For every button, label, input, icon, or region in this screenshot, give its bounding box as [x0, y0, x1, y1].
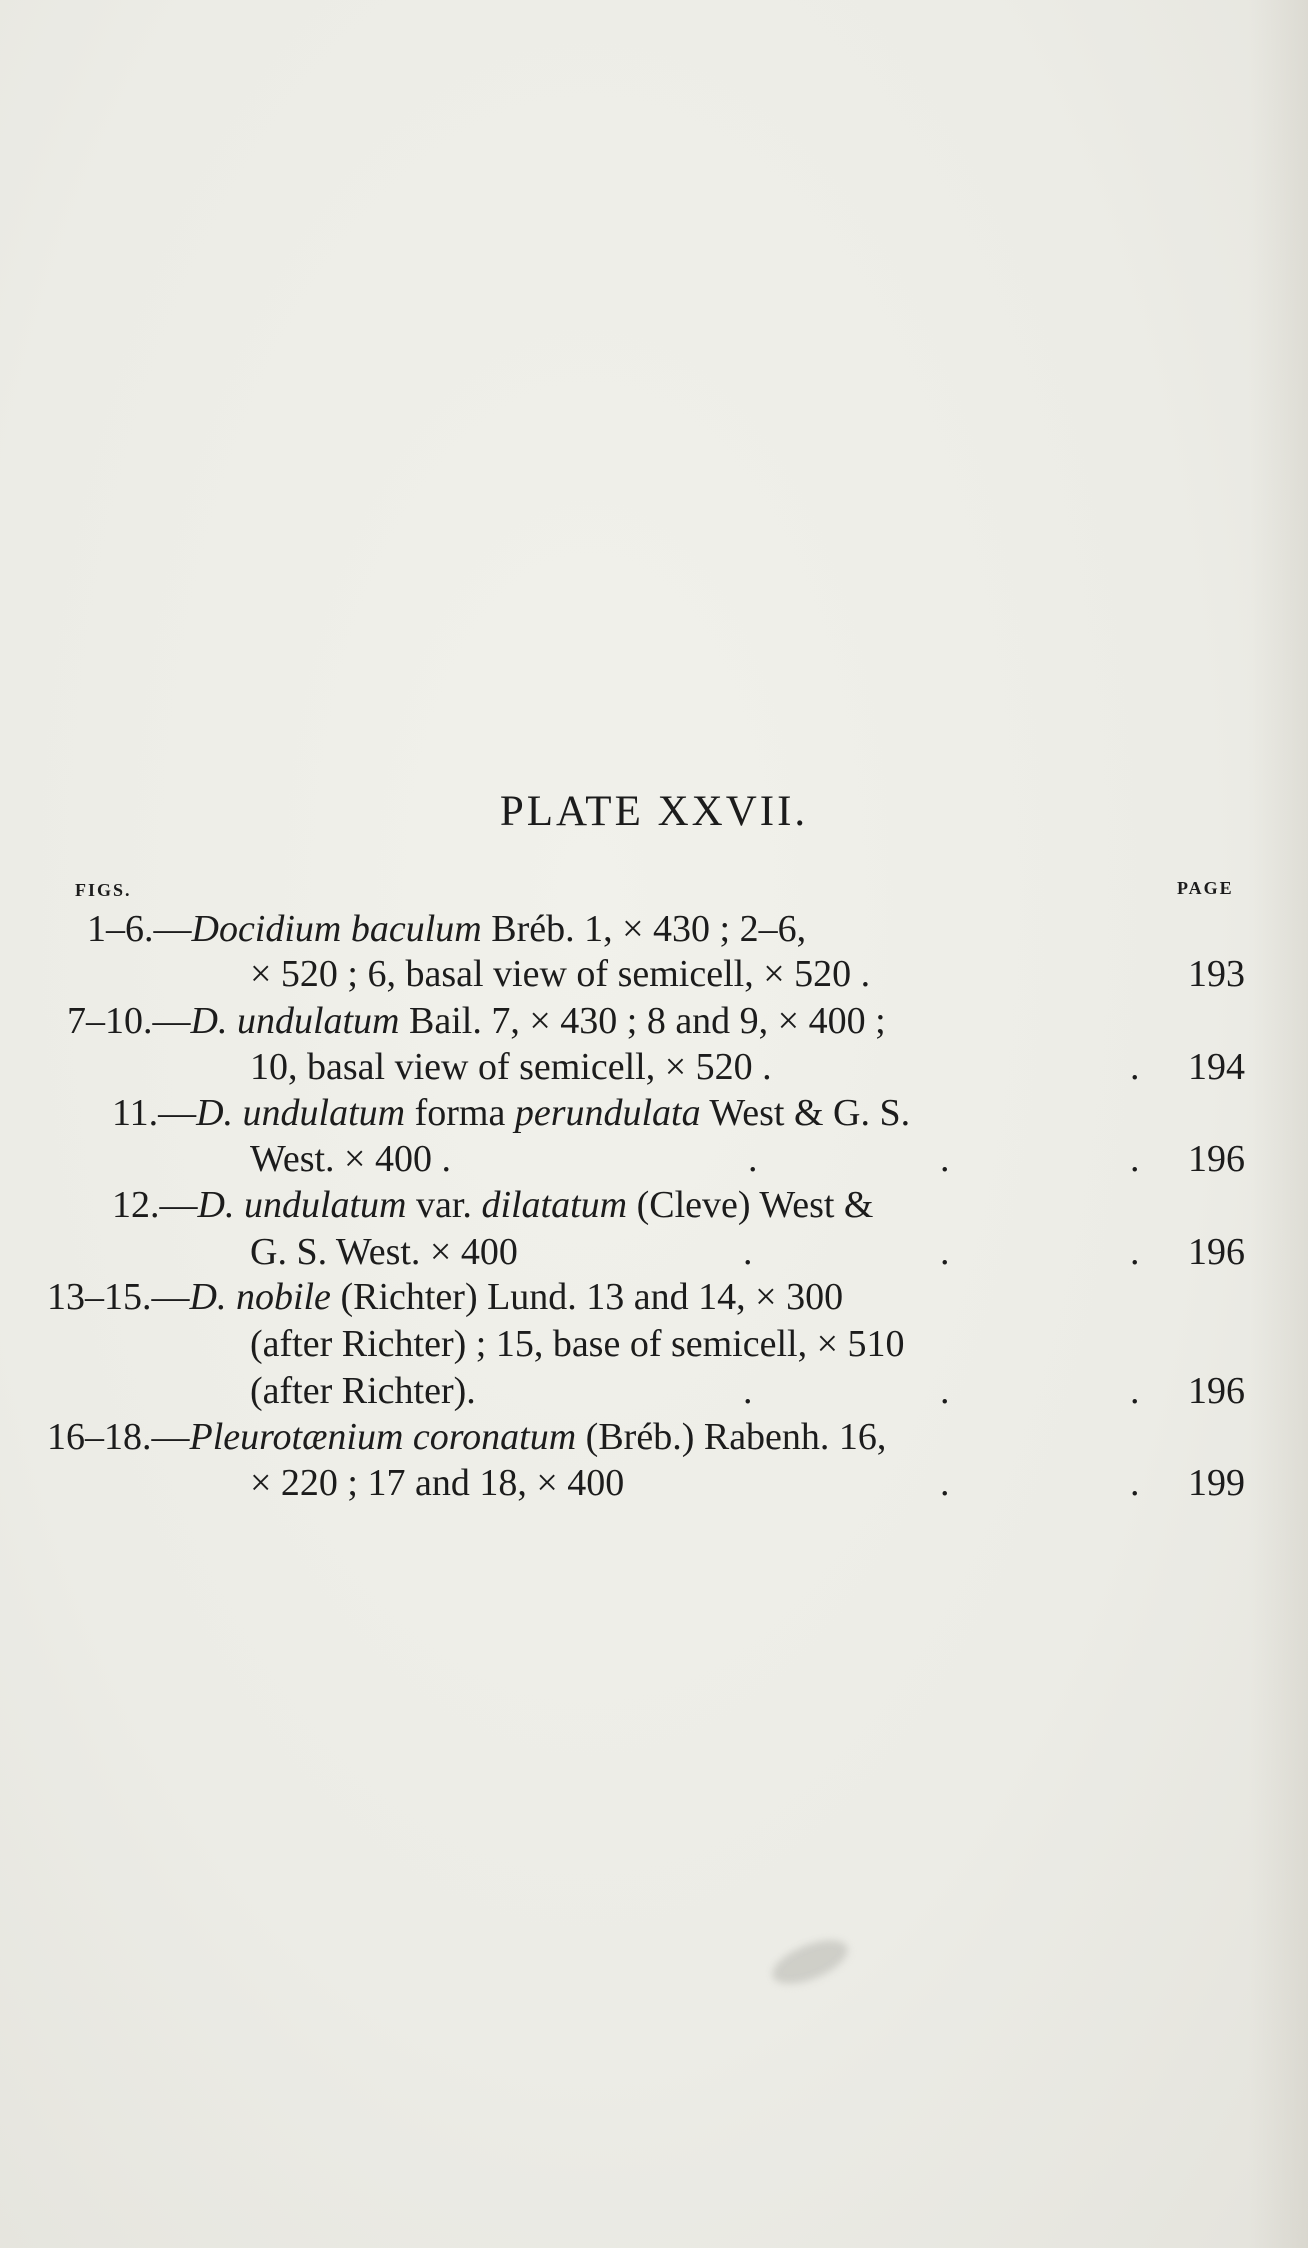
entry-3-text: forma — [405, 1092, 515, 1134]
figs-column-header: FIGS. — [75, 880, 132, 900]
entry-6-line-2: × 220 ; 17 and 18, × 400 — [250, 1462, 625, 1504]
entry-5-leader-dot-3: . — [1130, 1370, 1140, 1412]
plate-title: PLATE XXVII. — [499, 788, 809, 835]
entry-1-line-2: × 520 ; 6, basal view of semicell, × 520 . — [250, 953, 871, 995]
entry-2-species: D. undulatum — [190, 1000, 400, 1042]
entry-5-leader-dot-1: . — [743, 1370, 753, 1412]
entry-4-line-2: G. S. West. × 400 — [250, 1231, 518, 1273]
entry-1-line-1 — [87, 910, 806, 948]
entry-3-page: 196 — [1188, 1138, 1245, 1180]
entry-5-line-3: (after Richter). — [250, 1370, 476, 1412]
entry-2-leader-dot: . — [1130, 1046, 1140, 1088]
entry-3-authors: West & G. S. — [700, 1092, 911, 1134]
entry-1-figs: 1–6.— — [87, 908, 192, 950]
entry-4-leader-dot-2: . — [940, 1231, 950, 1273]
entry-3-figs: 11.— — [112, 1092, 197, 1134]
entry-6-figs: 16–18.— — [47, 1416, 190, 1458]
page-column-header: PAGE — [1177, 878, 1234, 898]
entry-4-text: var. — [406, 1184, 482, 1226]
entry-4-leader-dot-3: . — [1130, 1231, 1140, 1273]
entry-2-text: Bail. 7, × 430 ; 8 and 9, × 400 ; — [399, 1000, 886, 1042]
entry-3-species: D. undulatum — [196, 1092, 406, 1134]
entry-5-species: D. nobile — [189, 1276, 331, 1318]
page-edge-shadow — [1248, 0, 1308, 2248]
entry-3-line-1 — [112, 1094, 910, 1132]
entry-4-figs: 12.— — [112, 1184, 198, 1226]
entry-1-species: Docidium baculum — [191, 908, 482, 950]
entry-3-forma: perundulata — [514, 1092, 701, 1134]
entry-6-line-1 — [47, 1418, 886, 1456]
entry-6-leader-dot-2: . — [1130, 1462, 1140, 1504]
entry-4-variety: dilatatum — [481, 1184, 628, 1226]
entry-5-line-1 — [47, 1278, 843, 1316]
entry-4-line-1 — [112, 1186, 873, 1224]
entry-6-page: 199 — [1188, 1462, 1245, 1504]
entry-4-page: 196 — [1188, 1231, 1245, 1273]
entry-3-leader-dot-3: . — [1130, 1138, 1140, 1180]
entry-5-page: 196 — [1188, 1370, 1245, 1412]
entry-5-text: (Richter) Lund. 13 and 14, × 300 — [330, 1276, 844, 1318]
entry-5-leader-dot-2: . — [940, 1370, 950, 1412]
entry-6-species: Pleurotænium coronatum — [189, 1416, 577, 1458]
entry-1-page: 193 — [1188, 953, 1245, 995]
entry-3-leader-dot-2: . — [940, 1138, 950, 1180]
entry-2-figs: 7–10.— — [67, 1000, 191, 1042]
entry-2-line-2: 10, basal view of semicell, × 520 . — [250, 1046, 772, 1088]
entry-3-line-2: West. × 400 . — [250, 1138, 451, 1180]
entry-2-line-1 — [67, 1002, 886, 1040]
entry-4-authors: (Cleve) West & — [627, 1184, 874, 1226]
entry-2-page: 194 — [1188, 1046, 1245, 1088]
entry-4-species: D. undulatum — [197, 1184, 407, 1226]
entry-6-text: (Bréb.) Rabenh. 16, — [576, 1416, 887, 1458]
entry-3-leader-dot-1: . — [748, 1138, 758, 1180]
entry-5-figs: 13–15.— — [47, 1276, 190, 1318]
entry-1-text: Bréb. 1, × 430 ; 2–6, — [481, 908, 807, 950]
entry-4-leader-dot-1: . — [743, 1231, 753, 1273]
entry-6-leader-dot-1: . — [940, 1462, 950, 1504]
entry-5-line-2: (after Richter) ; 15, base of semicell, × 510 — [250, 1323, 905, 1365]
